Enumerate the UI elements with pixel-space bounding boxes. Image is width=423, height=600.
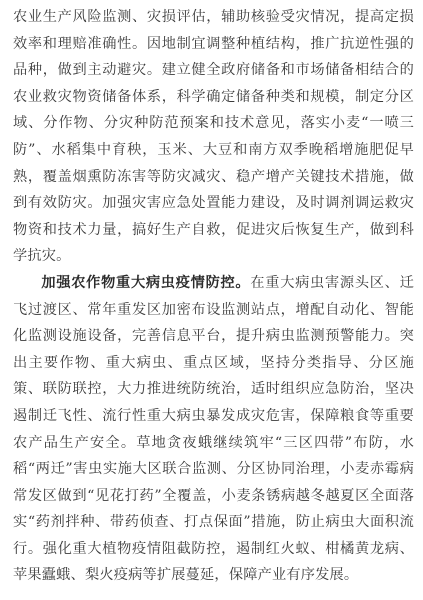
paragraph-disaster-prevention (13, 4, 414, 270)
paragraph-lead: 加强农作物重大病虫疫情防控。 (41, 274, 251, 291)
paragraph-pest-control (13, 270, 414, 589)
paragraph-body: 在重大病虫害源头区、迁飞过渡区、常年重发区加密布设监测站点，增配自动化、智能化监测设施设备，完善信息平台，提升病虫监测预警能力。突出主要作物、重大病虫、重点区域，坚持分类指导、分区施策、联防联控，大力推进统防统治，适时组织应急防治，坚决遏制迁飞性、流行性重大病虫暴发成灾危害，保障粮食等重要农产品生产安全。草地贪夜蛾继续筑牢“三区四带”布防，水稻“两迁”害虫实施大区联合监测、分区协同治理，小麦赤霉病常发区做到“见花打药”全覆盖，小麦条锈病越冬越夏区全面落实“药剂拌种、带药侦查、打点保面”措施，防止病虫大面积流行。强化重大植物疫情阻截防控，遏制红火蚁、柑橘黄龙病、苹果蠹蛾、梨火疫病等扩展蔓延，保障产业有序发展。 (13, 274, 415, 584)
paragraph-body: 农业生产风险监测、灾损评估，辅助核验受灾情况，提高定损效率和理赔准确性。因地制宜调整种植结构，推广抗逆性强的品种，做到主动避灾。建立健全政府储备和市场储备相结合的农业救灾物资储备体系，科学确定储备种类和规模，制定分区域、分作物、分灾种防范预案和技术意见，落实小麦“一喷三防”、水稻集中育秧，玉米、大豆和南方双季晚稻增施肥促早熟，覆盖烟熏防冻害等防灾减灾、稳产增产关键技术措施，做到有效防灾。加强灾害应急处置能力建设，及时调剂调运救灾物资和技术力量，搞好生产自救，促进灾后恢复生产，做到科学抗灾。 (13, 9, 414, 265)
